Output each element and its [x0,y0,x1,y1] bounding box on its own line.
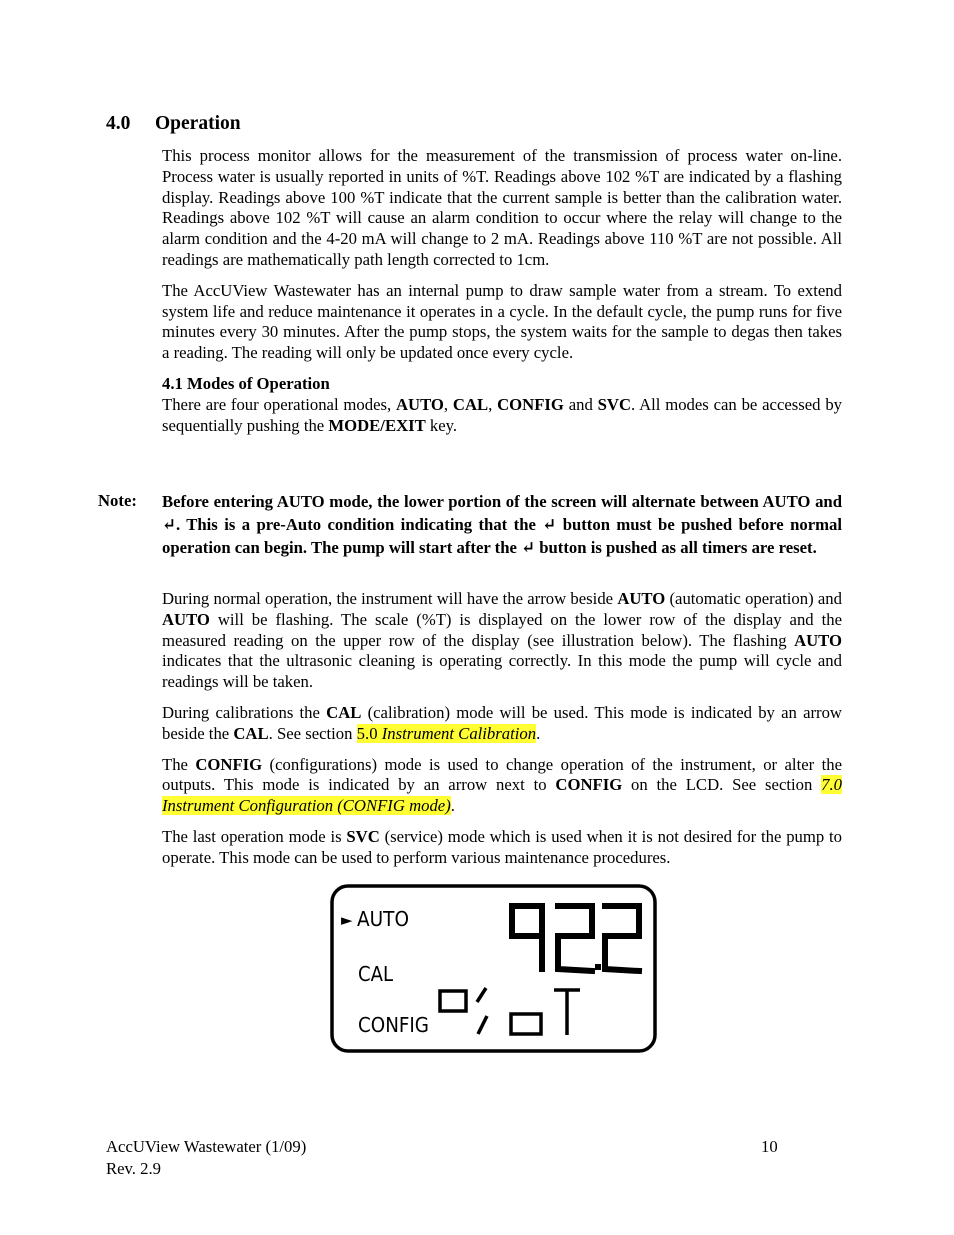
section-heading [106,113,241,135]
decimal-point [595,964,601,970]
link-instrument-calibration[interactable]: 5.0 Instrument Calibration [356,723,537,743]
paragraph-config-mode: The CONFIG (configurations) mode is used to change operation of the instrument, or alter the outputs. This mode is indicated by an arrow next to CONFIG on the LCD. See section 7.0 Instrument Configuration (CONFIG mode). [162,754,843,816]
lcd-mode-config: CONFIG [358,1013,429,1037]
main-text [162,146,842,446]
paragraph-pump: The AccUView Wastewater has an internal pump to draw sample water from a stream. To extend system life and reduce maintenance it operates in a cycle. In the default cycle, the pump runs for five minutes every 30 minutes. After the pump stops, the system waits for the sample to degas then takes a reading. The reading will only be updated once every cycle. [162,280,842,363]
lcd-display-illustration [330,884,657,1053]
footer-revision: Rev. 2.9 [106,1159,161,1178]
subsection-title: 4.1 Modes of Operation [162,373,330,393]
lcd-mode-auto: AUTO [357,907,409,931]
note-text: Before entering AUTO mode, the lower portion of the screen will alternate between AUTO and ↵. This is a pre-Auto condition indicating that the ↵ button must be pushed before normal operation can begin. The pump will start after the ↵ button is pushed as all timers are reset. [162,492,842,557]
page-number: 10 [761,1137,778,1156]
footer-document-info [106,1136,306,1180]
note-label: Note: [98,491,137,510]
paragraph-intro: This process monitor allows for the measurement of the transmission of process water on-line. Process water is usually reported in units of %T. Readings above 102 %T are indicated by a flashing display. Readings above 100 %T indicate that the current sample is better than the calibration water. Readings above 102 %T will cause an alarm condition to occur where the relay will change to the alarm condition and the 4-20 mA will change to 2 mA. Readings above 110 %T are not possible. All readings are mathematically path length corrected to 1cm. [162,146,842,269]
paragraph-auto-mode: During normal operation, the instrument will have the arrow beside AUTO (automatic operation) and AUTO will be flashing. The scale (%T) is displayed on the lower row of the display and the measured reading on the upper row of the display (see illustration below). The flashing AUTO indicates that the ultrasonic cleaning is operating correctly. In this mode the pump will cycle and readings will be taken. [162,589,842,692]
modes-text [162,589,842,879]
section-number: 4.0 [106,113,131,134]
link-instrument-configuration[interactable]: 7.0 Instrument Configuration (CONFIG mode) [162,775,843,816]
lcd-mode-cal: CAL [358,962,394,986]
paragraph-svc-mode: The last operation mode is SVC (service) mode which is used when it is not desired for the pump to operate. This mode can be used to perform various maintenance procedures. [162,826,842,867]
footer-doc-title: AccUView Wastewater (1/09) [106,1137,307,1156]
lcd-selected-arrow: ► [341,911,353,929]
section-title: Operation [155,113,241,134]
paragraph-cal-mode: During calibrations the CAL (calibration) mode will be used. This mode is indicated by an arrow beside the CAL. See section 5.0 Instrument Calibration. [162,702,842,743]
paragraph-modes: There are four operational modes, AUTO, CAL, CONFIG and SVC. All modes can be accessed by sequentially pushing the MODE/EXIT key. [162,394,843,435]
